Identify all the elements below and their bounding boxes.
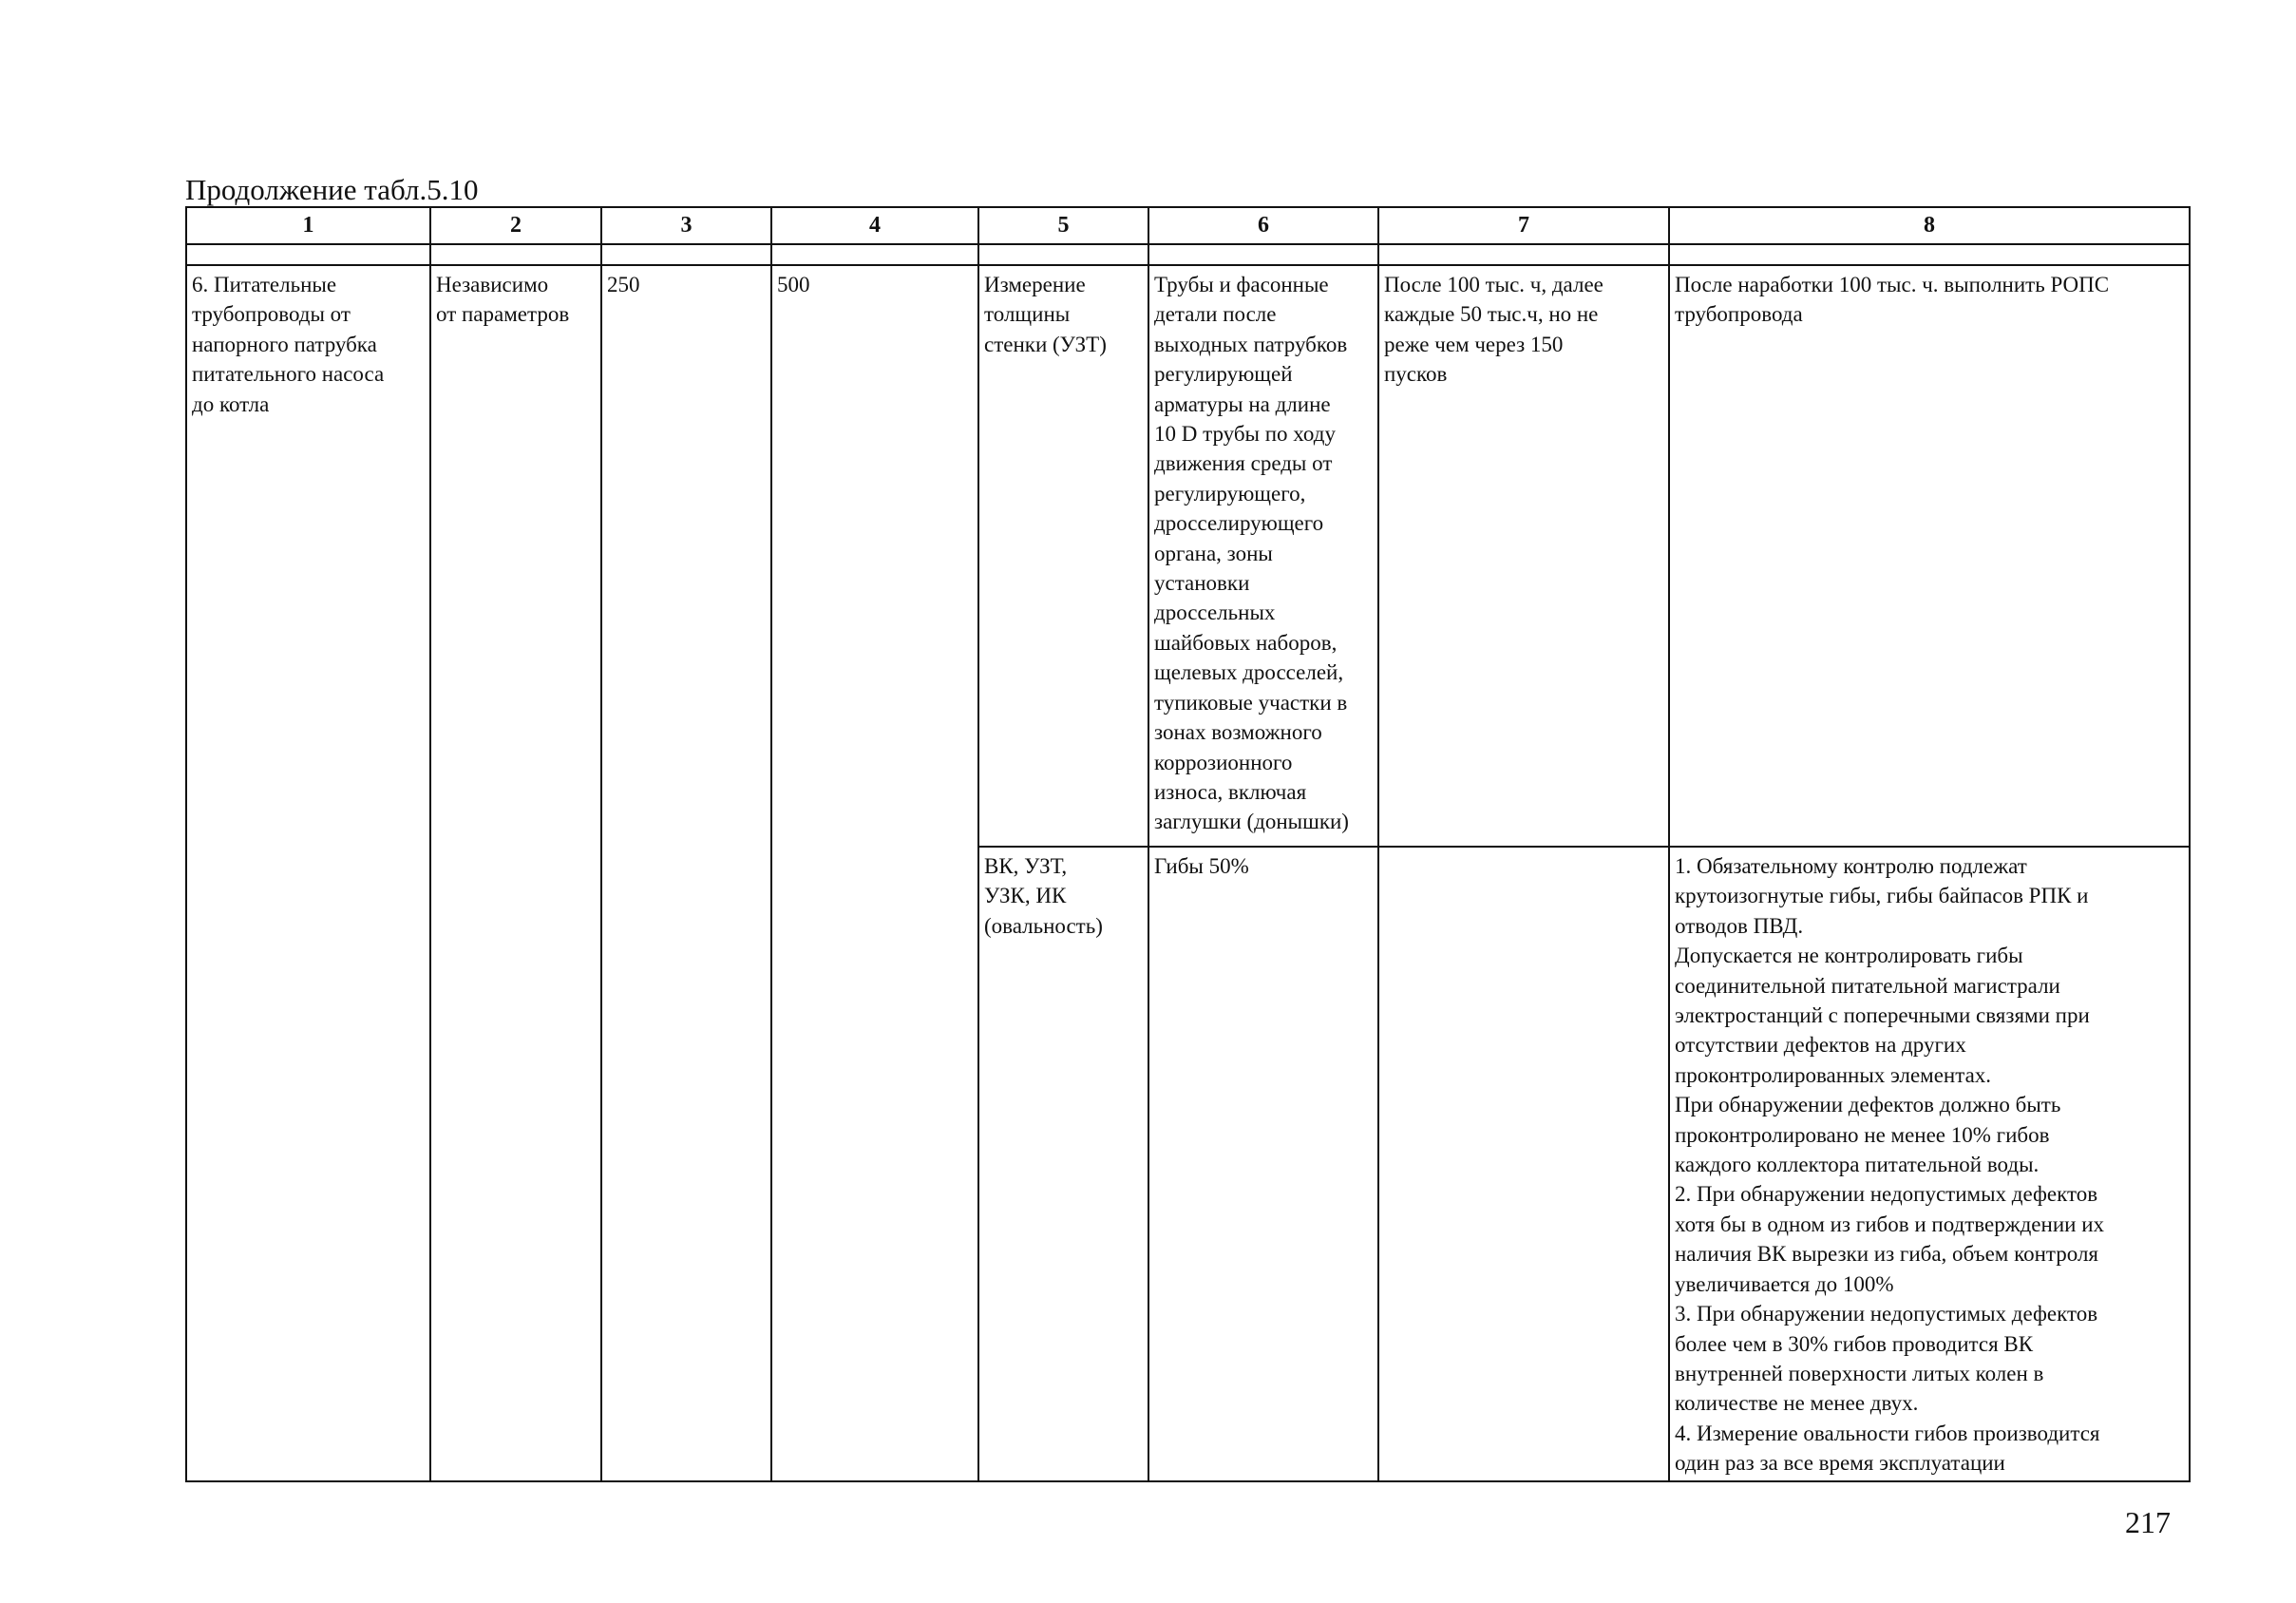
column-number-row — [186, 207, 2190, 244]
header-gap-row — [186, 244, 2190, 265]
column-number: 3 — [601, 207, 771, 244]
column-number: 1 — [186, 207, 430, 244]
inspection-table — [185, 206, 2191, 1482]
period-cell: После 100 тыс. ч, далее каждые 50 тыс.ч, но не реже чем через 150 пусков — [1378, 265, 1669, 847]
method-cell: ВК, УЗТ, УЗК, ИК (овальность) — [978, 847, 1148, 1481]
table-caption: Продолжение табл.5.10 — [185, 173, 479, 206]
page-number: 217 — [2125, 1505, 2171, 1539]
object-cell: 6. Питательные трубопроводы от напорного патрубка питательного насоса до котла — [186, 265, 430, 1481]
column-number: 7 — [1378, 207, 1669, 244]
column-number: 5 — [978, 207, 1148, 244]
period-cell — [1378, 847, 1669, 1481]
column-number: 6 — [1148, 207, 1378, 244]
scope-cell: Трубы и фасонные детали после выходных патрубков регулирующей арматуры на длине 10 D трубы по ходу движения среды от регулирующего, дросселирующего органа, зоны установки дроссельных шайбовых наборов, щелевых дросселей, тупиковые участки в зонах возможного коррозионного износа, включая заглушки (донышки) — [1148, 265, 1378, 847]
scope-cell: Гибы 50% — [1148, 847, 1378, 1481]
column-number: 8 — [1669, 207, 2190, 244]
value-cell-col3: 250 — [601, 265, 771, 1481]
method-cell: Измерение толщины стенки (УЗТ) — [978, 265, 1148, 847]
column-number: 4 — [771, 207, 978, 244]
column-number: 2 — [430, 207, 601, 244]
table-row — [186, 265, 2190, 847]
parameters-cell: Независимо от параметров — [430, 265, 601, 1481]
notes-cell: 1. Обязательному контролю подлежат крутоизогнутые гибы, гибы байпасов РПК и отводов ПВД. Допускается не контролировать гибы соединительной питательной магистрали электростанций с поперечными связями при отсутствии дефектов на других проконтролированных элементах. При обнаружении дефектов должно быть проконтролировано не менее 10% гибов каждого коллектора питательной воды. 2. При обнаружении недопустимых дефектов хотя бы в одном из гибов и подтверждении их наличия ВК вырезки из гиба, объем контроля увеличивается до 100% 3. При обнаружении недопустимых дефектов более чем в 30% гибов проводится ВК внутренней поверхности литых колен в количестве не менее двух. 4. Измерение овальности гибов производится один раз за все время эксплуатации — [1669, 847, 2190, 1481]
value-cell-col4: 500 — [771, 265, 978, 1481]
notes-cell: После наработки 100 тыс. ч. выполнить РОПС трубопровода — [1669, 265, 2190, 847]
